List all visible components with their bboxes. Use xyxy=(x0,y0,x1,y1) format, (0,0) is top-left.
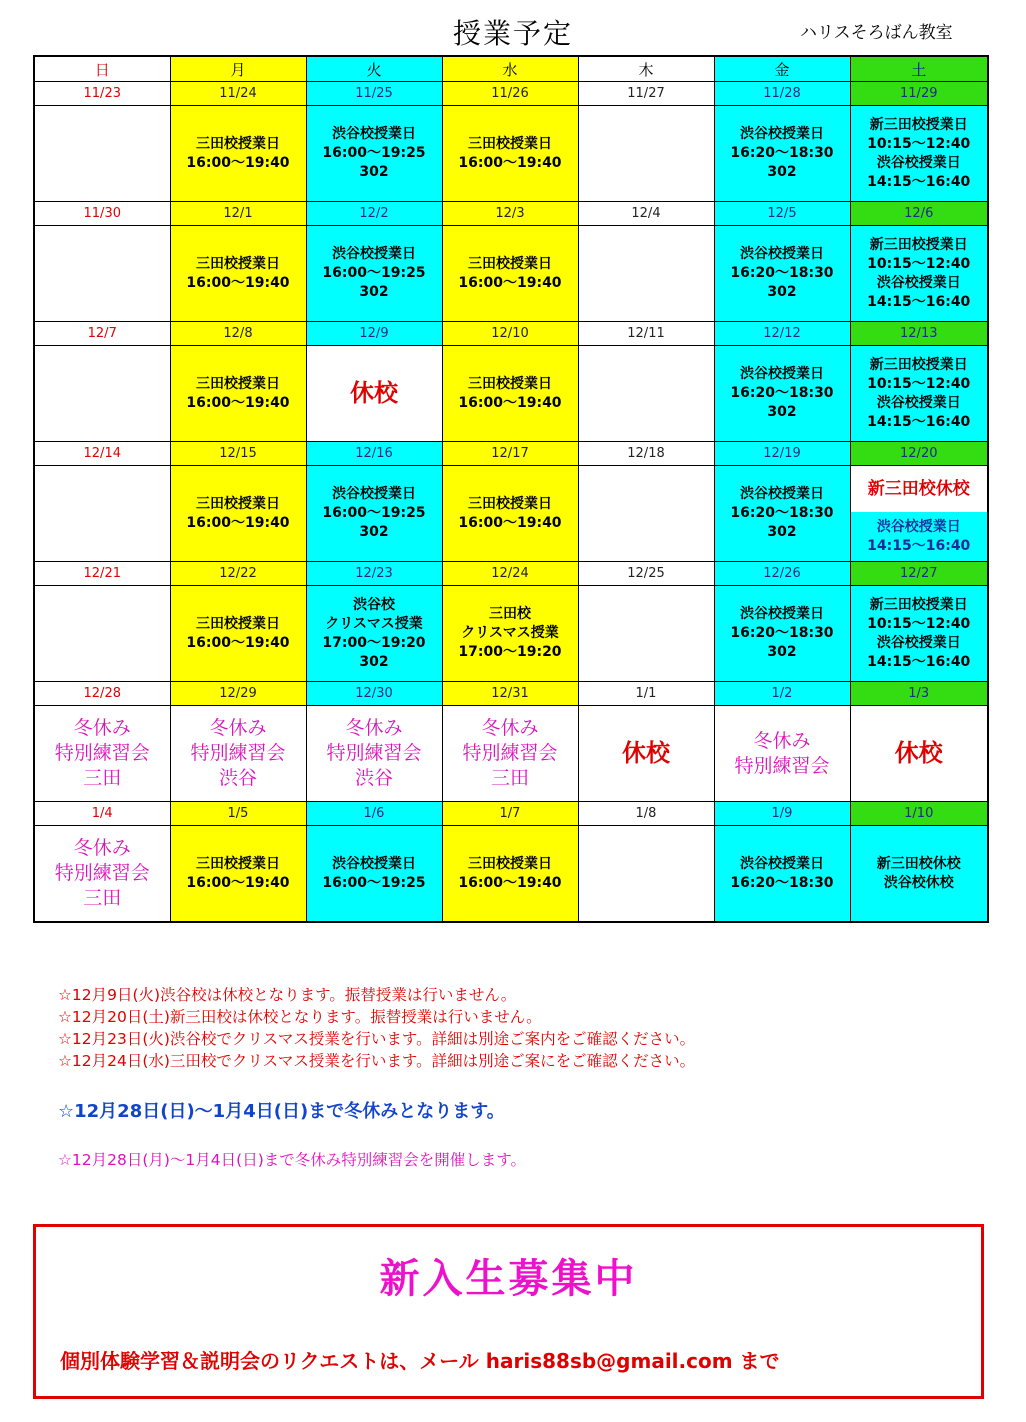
date-cell: 12/20 xyxy=(850,442,988,466)
date-cell: 11/27 xyxy=(578,82,714,106)
note-line: ☆12月23日(火)渋谷校でクリスマス授業を行います。詳細は別途ご案内をご確認ください。 xyxy=(58,1030,696,1048)
date-cell: 12/31 xyxy=(442,682,578,706)
date-cell: 1/8 xyxy=(578,802,714,826)
date-cell: 12/1 xyxy=(170,202,306,226)
weekday-fri: 金 xyxy=(714,56,850,82)
class-info-line: 三田校授業日 xyxy=(468,375,552,392)
date-cell: 12/25 xyxy=(578,562,714,586)
class-info-line: 16:00〜19:40 xyxy=(186,154,290,171)
class-info-line: 14:15〜16:40 xyxy=(867,413,971,430)
class-info-line: 三田校授業日 xyxy=(196,495,280,512)
schedule-cell xyxy=(170,586,306,682)
class-info-line: 16:00〜19:40 xyxy=(458,394,562,411)
class-info-line: 10:15〜12:40 xyxy=(867,375,971,392)
schedule-row xyxy=(34,346,988,442)
schedule-row xyxy=(34,706,988,802)
class-info-line: 新三田校授業日 xyxy=(869,236,968,253)
closure-label: 新三田校休校 xyxy=(851,466,988,513)
schedule-cell xyxy=(578,106,714,202)
class-info-line: 302 xyxy=(359,653,389,670)
class-info-line: 渋谷校授業日 xyxy=(876,634,961,651)
class-info-line: 渋谷校授業日 xyxy=(740,855,824,872)
weekday-wed: 水 xyxy=(442,56,578,82)
class-info-line: 16:00〜19:40 xyxy=(186,874,290,891)
class-info-line: 三田校授業日 xyxy=(468,495,552,512)
schedule-cell xyxy=(442,466,578,562)
class-info-line: 渋谷校授業日 xyxy=(740,606,824,622)
class-info-line: 三田校授業日 xyxy=(196,255,280,272)
schedule-cell xyxy=(34,226,170,322)
class-info-line: 14:15〜16:40 xyxy=(867,173,971,190)
weekday-sat: 土 xyxy=(850,56,988,82)
class-info-line: 302 xyxy=(359,284,389,300)
class-info-line: 渋谷校 xyxy=(353,596,395,613)
class-info-line: 三田校授業日 xyxy=(196,615,280,632)
class-info-line: 三田校授業日 xyxy=(468,855,552,872)
date-cell: 1/7 xyxy=(442,802,578,826)
class-info-line: 新三田校授業日 xyxy=(869,356,968,373)
date-cell: 1/3 xyxy=(850,682,988,706)
schedule-cell xyxy=(714,346,850,442)
class-info-line: クリスマス授業 xyxy=(325,615,423,632)
schedule-cell xyxy=(850,466,988,562)
class-info-line: 16:20〜18:30 xyxy=(730,145,834,161)
winter-practice-line: 冬休み xyxy=(481,717,539,739)
schedule-row xyxy=(34,826,988,923)
schedule-cell xyxy=(306,826,442,923)
class-info-line: 16:00〜19:40 xyxy=(458,514,562,531)
class-info-line: 16:00〜19:40 xyxy=(186,394,290,411)
date-cell: 12/9 xyxy=(306,322,442,346)
class-info-line: 10:15〜12:40 xyxy=(867,615,971,632)
class-info-line: 302 xyxy=(359,164,389,180)
class-info-line: 16:00〜19:40 xyxy=(458,274,562,291)
date-cell: 12/17 xyxy=(442,442,578,466)
date-cell: 11/28 xyxy=(714,82,850,106)
class-info-line: 10:15〜12:40 xyxy=(867,135,971,152)
class-info-line: 16:20〜18:30 xyxy=(730,874,834,891)
class-info-line: 渋谷校授業日 xyxy=(740,126,824,142)
date-cell: 12/8 xyxy=(170,322,306,346)
date-cell: 1/5 xyxy=(170,802,306,826)
schedule-cell xyxy=(306,346,442,442)
class-info-line: 渋谷校授業日 xyxy=(740,366,824,382)
class-info-line: 渋谷校休校 xyxy=(883,874,954,891)
schedule-cell xyxy=(170,826,306,923)
class-info-line: 渋谷校授業日 xyxy=(876,154,961,171)
class-info-line: 16:00〜19:40 xyxy=(186,514,290,531)
class-info-line: 新三田校休校 xyxy=(876,855,961,872)
date-cell: 12/27 xyxy=(850,562,988,586)
schedule-cell xyxy=(442,586,578,682)
date-cell: 12/24 xyxy=(442,562,578,586)
winter-practice-line: 特別練習会 xyxy=(54,862,150,884)
closed-label: 休校 xyxy=(350,379,398,407)
class-info-line: 16:20〜18:30 xyxy=(730,505,834,521)
date-cell: 12/18 xyxy=(578,442,714,466)
schedule-cell xyxy=(714,586,850,682)
schedule-row xyxy=(34,586,988,682)
schedule-cell xyxy=(34,586,170,682)
date-cell: 12/16 xyxy=(306,442,442,466)
class-info-line: 三田校授業日 xyxy=(468,135,552,152)
recruit-box xyxy=(33,1224,984,1399)
date-row xyxy=(34,442,988,466)
schedule-cell xyxy=(170,226,306,322)
schedule-cell xyxy=(170,106,306,202)
class-info-line: 16:00〜19:40 xyxy=(458,154,562,171)
date-cell: 1/6 xyxy=(306,802,442,826)
schedule-cell xyxy=(442,706,578,802)
date-cell: 11/24 xyxy=(170,82,306,106)
winter-practice-line: 冬休み xyxy=(753,729,811,752)
schedule-cell xyxy=(170,466,306,562)
class-info-line: 渋谷校授業日 xyxy=(740,246,824,262)
schedule-cell xyxy=(714,466,850,562)
class-info-line: 16:00〜19:40 xyxy=(458,874,562,891)
date-cell: 1/9 xyxy=(714,802,850,826)
schedule-cell xyxy=(578,226,714,322)
schedule-cell xyxy=(34,826,170,923)
class-info-line: 渋谷校授業日 xyxy=(876,394,961,411)
date-cell: 12/12 xyxy=(714,322,850,346)
winter-practice-line: 渋谷 xyxy=(354,767,393,789)
class-info-line: 三田校授業日 xyxy=(196,855,280,872)
closed-label: 休校 xyxy=(894,739,943,767)
date-row xyxy=(34,202,988,226)
schedule-calendar xyxy=(33,55,989,923)
schedule-cell xyxy=(34,706,170,802)
winter-practice-line: 三田 xyxy=(490,767,529,789)
class-info-line: 16:20〜18:30 xyxy=(730,265,834,281)
date-cell: 12/7 xyxy=(34,322,170,346)
schedule-cell xyxy=(442,106,578,202)
notes-block xyxy=(58,984,695,1072)
schedule-cell xyxy=(850,346,988,442)
schedule-cell xyxy=(578,706,714,802)
winter-practice-line: 冬休み xyxy=(345,717,403,739)
class-info-line: 16:20〜18:30 xyxy=(730,625,834,641)
winter-practice-line: 特別練習会 xyxy=(462,742,558,764)
weekday-mon: 月 xyxy=(170,56,306,82)
date-cell: 12/4 xyxy=(578,202,714,226)
note-line: ☆12月24日(水)三田校でクリスマス授業を行います。詳細は別途ご案にをご確認ください。 xyxy=(58,1052,696,1070)
date-cell: 12/22 xyxy=(170,562,306,586)
class-info-line: 302 xyxy=(359,524,389,540)
date-cell: 12/30 xyxy=(306,682,442,706)
class-info-line: 16:00〜19:25 xyxy=(322,265,426,281)
date-cell: 12/3 xyxy=(442,202,578,226)
weekday-header-row xyxy=(34,56,988,82)
schedule-cell xyxy=(306,106,442,202)
note-line: ☆12月20日(土)新三田校は休校となります。振替授業は行いません。 xyxy=(58,1008,542,1026)
class-info-line: 14:15〜16:40 xyxy=(867,653,971,670)
date-cell: 12/6 xyxy=(850,202,988,226)
winter-practice-line: 特別練習会 xyxy=(190,742,286,764)
date-cell: 12/14 xyxy=(34,442,170,466)
date-cell: 12/26 xyxy=(714,562,850,586)
class-info-line: 三田校授業日 xyxy=(196,375,280,392)
winter-practice-line: 冬休み xyxy=(209,717,267,739)
special-practice-note: ☆12月28日(月)〜1月4日(日)まで冬休み特別練習会を開催します。 xyxy=(58,1151,527,1169)
class-info-line: 14:15〜16:40 xyxy=(867,538,971,554)
date-cell: 12/5 xyxy=(714,202,850,226)
winter-practice-line: 特別練習会 xyxy=(54,742,150,764)
schedule-cell xyxy=(170,346,306,442)
class-info-line: 三田校 xyxy=(489,606,531,622)
schedule-cell xyxy=(442,346,578,442)
date-cell: 11/25 xyxy=(306,82,442,106)
schedule-cell xyxy=(442,226,578,322)
class-info-line: 新三田校授業日 xyxy=(869,116,968,133)
date-cell: 1/4 xyxy=(34,802,170,826)
date-row xyxy=(34,82,988,106)
class-info-line: 302 xyxy=(767,644,797,660)
date-cell: 12/15 xyxy=(170,442,306,466)
schedule-cell xyxy=(578,466,714,562)
schedule-cell xyxy=(850,826,988,923)
winter-practice-line: 三田 xyxy=(83,887,122,909)
schedule-cell xyxy=(170,706,306,802)
date-cell: 12/10 xyxy=(442,322,578,346)
date-row xyxy=(34,562,988,586)
class-info-line: 渋谷校授業日 xyxy=(740,486,824,502)
class-info-line: 10:15〜12:40 xyxy=(867,255,971,272)
recruit-title: 新入生募集中 xyxy=(379,1256,638,1302)
recruit-contact-text: 個別体験学習＆説明会のリクエストは、メール haris88sb@gmail.com まで xyxy=(60,1349,780,1373)
class-info-line: 302 xyxy=(767,404,797,420)
page-title: 授業予定 xyxy=(452,17,573,50)
date-row xyxy=(34,322,988,346)
class-info-line: 302 xyxy=(767,524,797,540)
note-line: ☆12月9日(火)渋谷校は休校となります。振替授業は行いません。 xyxy=(58,986,517,1004)
date-cell: 11/23 xyxy=(34,82,170,106)
schedule-cell xyxy=(850,226,988,322)
schedule-row xyxy=(34,106,988,202)
class-info-line: 16:00〜19:25 xyxy=(322,145,426,161)
schedule-cell xyxy=(306,226,442,322)
schedule-cell xyxy=(34,346,170,442)
date-row xyxy=(34,802,988,826)
schedule-row xyxy=(34,466,988,562)
schedule-cell xyxy=(578,346,714,442)
date-cell: 12/2 xyxy=(306,202,442,226)
schedule-cell xyxy=(34,106,170,202)
date-cell: 11/26 xyxy=(442,82,578,106)
winter-practice-line: 冬休み xyxy=(73,837,131,859)
date-cell: 12/23 xyxy=(306,562,442,586)
schedule-cell xyxy=(306,706,442,802)
date-cell: 12/13 xyxy=(850,322,988,346)
class-info-line: 渋谷校授業日 xyxy=(332,486,416,502)
schedule-cell xyxy=(850,706,988,802)
class-info-line: 17:00〜19:20 xyxy=(458,644,562,660)
class-info-line: 渋谷校授業日 xyxy=(876,274,961,291)
class-info-line: 17:00〜19:20 xyxy=(322,634,426,651)
class-info-line: 302 xyxy=(767,164,797,180)
class-info-line: 渋谷校授業日 xyxy=(332,246,416,262)
schedule-cell xyxy=(714,706,850,802)
class-info-line: 16:00〜19:40 xyxy=(186,274,290,291)
class-info xyxy=(851,513,988,561)
class-info-line: 302 xyxy=(767,284,797,300)
schedule-cell xyxy=(850,106,988,202)
schedule-cell xyxy=(578,586,714,682)
weekday-tue: 火 xyxy=(306,56,442,82)
closed-label: 休校 xyxy=(622,739,670,767)
class-info-line: 渋谷校授業日 xyxy=(332,126,416,142)
date-cell: 12/21 xyxy=(34,562,170,586)
date-cell: 12/28 xyxy=(34,682,170,706)
date-cell: 11/30 xyxy=(34,202,170,226)
date-cell: 12/29 xyxy=(170,682,306,706)
schedule-row xyxy=(34,226,988,322)
schedule-cell xyxy=(306,586,442,682)
class-info-line: 新三田校授業日 xyxy=(869,596,968,613)
class-info-line: 三田校授業日 xyxy=(196,135,280,152)
class-info-line: 16:00〜19:25 xyxy=(322,505,426,521)
schedule-cell xyxy=(714,226,850,322)
class-info-line: 渋谷校授業日 xyxy=(876,519,961,535)
date-cell: 1/1 xyxy=(578,682,714,706)
schedule-cell xyxy=(34,466,170,562)
winter-practice-line: 渋谷 xyxy=(218,767,257,789)
date-cell: 11/29 xyxy=(850,82,988,106)
class-info-line: 三田校授業日 xyxy=(468,255,552,272)
date-cell: 12/11 xyxy=(578,322,714,346)
weekday-thu: 木 xyxy=(578,56,714,82)
winter-practice-line: 特別練習会 xyxy=(734,754,830,777)
schedule-cell xyxy=(714,826,850,923)
class-info-line: 16:00〜19:40 xyxy=(186,634,290,651)
winter-practice-line: 冬休み xyxy=(73,717,131,739)
class-info-line: クリスマス授業 xyxy=(461,625,559,641)
school-name: ハリスそろばん教室 xyxy=(800,23,953,43)
winter-practice-line: 三田 xyxy=(83,767,122,789)
schedule-cell xyxy=(850,586,988,682)
class-info-line: 渋谷校授業日 xyxy=(332,855,416,872)
class-info-line: 16:20〜18:30 xyxy=(730,385,834,401)
schedule-cell xyxy=(306,466,442,562)
winter-break-note: ☆12月28日(日)〜1月4日(日)まで冬休みとなります。 xyxy=(58,1101,505,1122)
schedule-cell xyxy=(442,826,578,923)
date-cell: 12/19 xyxy=(714,442,850,466)
class-info-line: 14:15〜16:40 xyxy=(867,293,971,310)
weekday-sun: 日 xyxy=(34,56,170,82)
schedule-cell xyxy=(714,106,850,202)
date-row xyxy=(34,682,988,706)
date-cell: 1/2 xyxy=(714,682,850,706)
schedule-cell xyxy=(578,826,714,923)
class-info-line: 16:00〜19:25 xyxy=(322,874,426,891)
winter-practice-line: 特別練習会 xyxy=(326,742,422,764)
date-cell: 1/10 xyxy=(850,802,988,826)
